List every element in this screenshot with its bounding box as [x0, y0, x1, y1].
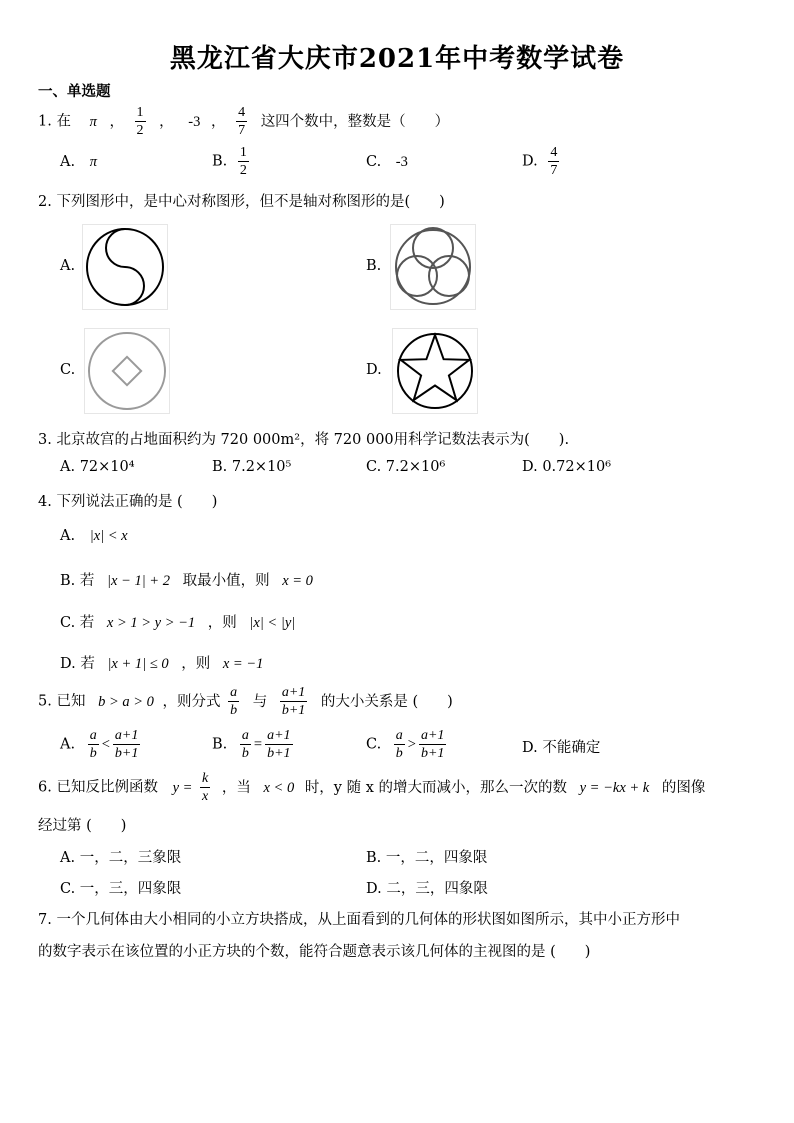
q1-option-b: [212, 144, 252, 179]
q1-option-a: [60, 154, 97, 171]
q3-option-b: B. 7.2×10⁵: [212, 459, 292, 475]
q4-option-b-label: B. 若: [60, 573, 95, 589]
q5-b-relation: =: [253, 736, 263, 753]
q1-option-b-num: 1: [239, 145, 247, 160]
q5-fraction-1: [228, 684, 239, 719]
q2-option-b-label: B.: [366, 258, 382, 274]
q5-option-b-label: B.: [212, 736, 228, 753]
page-title: 黑龙江省大庆市2021年中考数学试卷: [169, 44, 625, 74]
q1-comma-1: ，: [109, 113, 124, 130]
q5-suffix: 的大小关系是 ( ): [320, 693, 453, 710]
q6-func-num: k: [202, 771, 209, 786]
q2-option-c-label: C.: [60, 362, 76, 378]
q2-option-a-label: A.: [60, 258, 76, 274]
q1-frac2-num: 4: [238, 105, 246, 120]
question-4: 4. 下列说法正确的是 ( ): [38, 494, 218, 510]
q4-option-c-label: C. 若: [60, 615, 95, 631]
q5-a-relation: <: [101, 736, 110, 753]
q6-condition: x < 0: [263, 779, 295, 796]
q5-option-c: [366, 727, 449, 762]
q1-neg3: -3: [188, 113, 201, 130]
q4-option-d-math2: x = −1: [222, 656, 264, 672]
q6-linear-function: y = −kx + k: [579, 779, 650, 796]
q4-option-a-math: |x| < x: [89, 528, 128, 544]
q5-a-right-num: a+1: [114, 728, 139, 743]
q2-option-b-three-arcs-figure: [390, 224, 476, 310]
q6-func-fraction: [200, 770, 210, 805]
q1-option-a-value: π: [89, 154, 97, 170]
q1-option-c: [366, 154, 408, 171]
q5-a-frac-left: [88, 727, 99, 762]
q5-c-relation: >: [407, 736, 416, 753]
q4-option-d-label: D. 若: [60, 656, 95, 672]
q5-c-right-num: a+1: [420, 728, 445, 743]
q5-a-left-num: a: [89, 728, 97, 743]
q1-option-b-den: 2: [239, 163, 247, 178]
q5-c-left-den: b: [395, 746, 403, 761]
q5-b-left-den: b: [241, 746, 249, 761]
q4-option-d-math: |x + 1| ≤ 0: [107, 656, 169, 672]
q5-f2-num: a+1: [281, 685, 306, 700]
q1-option-d-fraction: [548, 144, 559, 179]
q5-c-left-num: a: [395, 728, 403, 743]
q2-option-a-yinyang-figure: [82, 224, 168, 310]
q6-option-d: D. 二，三，四象限: [366, 881, 488, 897]
q3-option-d: D. 0.72×10⁶: [522, 459, 612, 475]
q4-option-a: [60, 528, 128, 545]
q6-mid2: 时，y 随 x 的增大而减小，那么一次的数: [304, 779, 568, 796]
question-7-line-2: 的数字表示在该位置的小正方块的个数，能符合题意表示该几何体的主视图的是 ( ): [38, 944, 591, 960]
q1-option-c-value: -3: [395, 154, 408, 170]
q6-suffix: 的图像: [661, 779, 706, 796]
q1-prefix: 1. 在: [38, 113, 71, 130]
q6-func-lhs: y =: [172, 779, 193, 796]
question-3: 3. 北京故宫的占地面积约为 720 000m²，将 720 000用科学记数法表示为( ).: [38, 432, 570, 448]
q6-option-c: C. 一，三，四象限: [60, 881, 182, 897]
q1-suffix: 这四个数中，整数是（ ）: [260, 113, 450, 130]
q3-option-a: A. 72×10⁴: [60, 459, 135, 475]
q1-frac2-den: 7: [238, 123, 246, 138]
q1-option-d-label: D.: [522, 153, 538, 170]
q3-option-c: C. 7.2×10⁶: [366, 459, 446, 475]
question-6-line-1: [38, 770, 705, 805]
q6-prefix: 6. 已知反比例函数: [38, 779, 158, 796]
q5-b-right-num: a+1: [267, 728, 291, 743]
q1-option-b-fraction: [238, 144, 249, 179]
q4-option-b-math: |x − 1| + 2: [106, 573, 170, 589]
q6-func-den: x: [202, 789, 209, 804]
q2-d-frame: [393, 329, 478, 414]
q5-option-d: D. 不能确定: [522, 740, 601, 756]
q1-option-d: [522, 144, 562, 179]
q1-option-d-den: 7: [550, 163, 558, 178]
q4-option-b-math2: x = 0: [282, 573, 313, 589]
q5-f1-num: a: [230, 685, 238, 700]
q1-option-c-label: C.: [366, 154, 382, 170]
question-1: [38, 104, 449, 139]
q5-option-c-label: C.: [366, 736, 382, 753]
q4-option-c-math2: |x| < |y|: [249, 615, 296, 631]
q1-fraction-half: [135, 104, 146, 139]
q4-option-b: [60, 569, 313, 590]
q5-a-right-den: b+1: [114, 746, 139, 761]
q1-fraction-four-sevenths: [236, 104, 247, 139]
q6-option-b: B. 一，二，四象限: [366, 850, 488, 866]
q1-option-b-label: B.: [212, 153, 228, 170]
q5-b-right-den: b+1: [267, 746, 291, 761]
q4-option-b-mid: 取最小值，则: [182, 573, 270, 589]
question-7-line-1: 7. 一个几何体由大小相同的小立方块搭成，从上面看到的几何体的形状图如图所示，其中小正方形中: [38, 912, 680, 928]
q4-option-c: [60, 611, 295, 632]
question-2: 2. 下列图形中，是中心对称图形，但不是轴对称图形的是( ): [38, 194, 445, 210]
q2-option-d-star-figure: [392, 328, 478, 414]
q2-c-frame: [85, 329, 170, 414]
q1-frac1-num: 1: [136, 105, 144, 120]
q5-condition: b > a > 0: [98, 693, 154, 710]
q5-c-right-den: b+1: [420, 746, 445, 761]
q5-option-b: [212, 727, 296, 762]
q1-frac1-den: 2: [136, 123, 144, 138]
q5-c-frac-left: [394, 727, 405, 762]
q1-option-d-num: 4: [550, 145, 558, 160]
q4-option-a-label: A.: [60, 528, 76, 544]
q4-option-d: [60, 652, 263, 673]
q5-option-a: [60, 727, 143, 762]
q6-mid1: ，当: [221, 779, 251, 796]
q5-mid1: ，则分式: [162, 693, 221, 710]
q5-f2-den: b+1: [281, 703, 306, 718]
q4-option-c-mid: ，则: [207, 615, 237, 631]
q5-f1-den: b: [230, 703, 238, 718]
q5-option-a-label: A.: [60, 736, 76, 753]
q2-option-c-coin-figure: [84, 328, 170, 414]
q5-b-frac-left: [240, 727, 251, 762]
q1-pi: π: [89, 113, 97, 130]
q4-option-d-mid: ，则: [181, 656, 211, 672]
q5-prefix: 5. 已知: [38, 693, 86, 710]
q4-option-c-math: x > 1 > y > −1: [106, 615, 196, 631]
section-heading: 一、单选题: [38, 83, 111, 100]
q5-a-left-den: b: [89, 746, 97, 761]
q1-comma-3: ，: [210, 113, 226, 130]
q6-option-a: A. 一，二，三象限: [60, 850, 182, 866]
q2-option-d-label: D.: [366, 362, 382, 378]
q5-b-left-num: a: [241, 728, 249, 743]
q1-comma-2: ，: [159, 113, 174, 130]
q5-a-frac-right: [113, 727, 140, 762]
question-6-line-2: 经过第 ( ): [38, 818, 127, 834]
q5-b-frac-right: [265, 727, 292, 762]
q5-mid2: 与: [252, 693, 268, 710]
q5-c-frac-right: [419, 727, 446, 762]
question-5: [38, 684, 453, 719]
q1-option-a-label: A.: [60, 154, 76, 170]
q5-fraction-2: [280, 684, 307, 719]
